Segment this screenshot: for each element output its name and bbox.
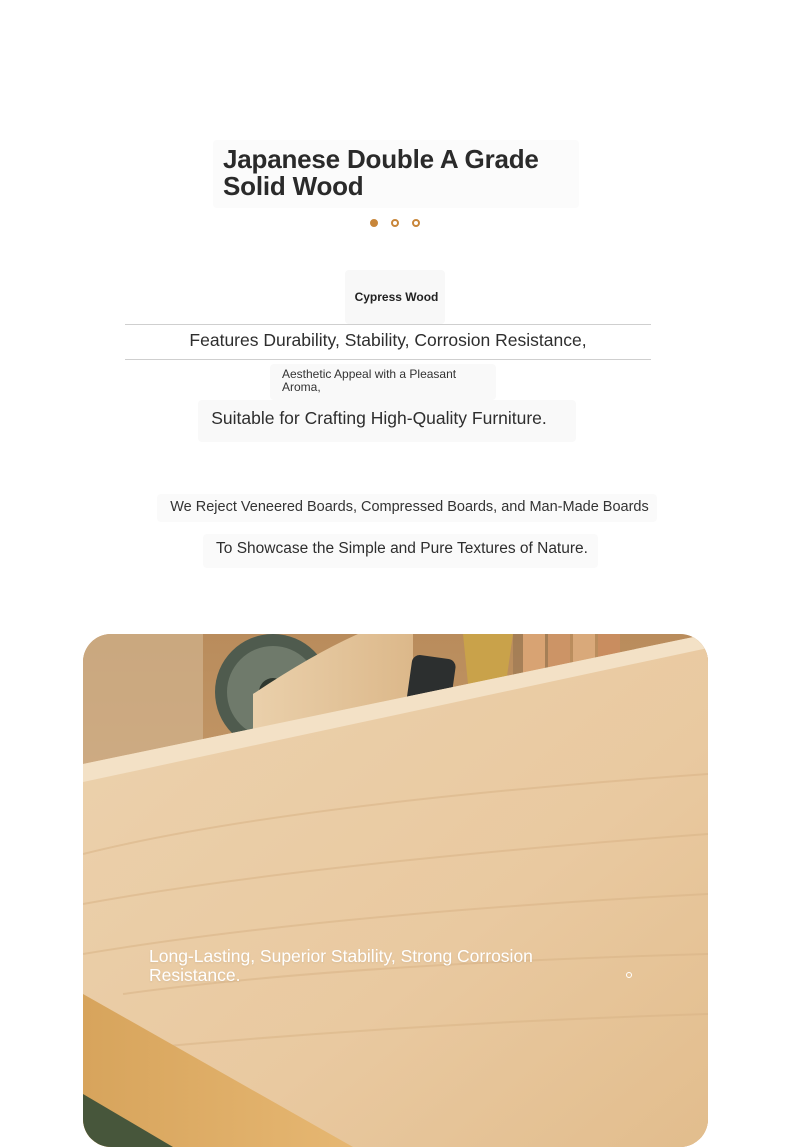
product-photo-illustration — [83, 634, 708, 1147]
features-text: Features Durability, Stability, Corrosion Resistance, — [189, 330, 587, 350]
divider-top — [125, 324, 651, 325]
divider-bottom — [125, 359, 651, 360]
product-photo — [83, 634, 708, 1147]
carousel-dot-1[interactable] — [370, 219, 378, 227]
aroma-text: Aesthetic Appeal with a Pleasant Aroma, — [282, 367, 457, 394]
reject-statement: We Reject Veneered Boards, Compressed Boards, and Man-Made Boards — [170, 499, 649, 515]
carousel-dot-3[interactable] — [412, 219, 420, 227]
showcase-statement: To Showcase the Simple and Pure Textures of Nature. — [216, 540, 588, 557]
suitable-text: Suitable for Crafting High-Quality Furniture. — [211, 408, 547, 428]
photo-caption: Long-Lasting, Superior Stability, Strong Corrosion Resistance. — [149, 946, 533, 985]
carousel-dot-2[interactable] — [391, 219, 399, 227]
caption-indicator-dot[interactable] — [626, 972, 632, 978]
carousel-dots — [370, 219, 420, 227]
page-title: Japanese Double A Grade Solid Wood — [223, 144, 539, 201]
wood-type-label: Cypress Wood — [354, 290, 439, 304]
